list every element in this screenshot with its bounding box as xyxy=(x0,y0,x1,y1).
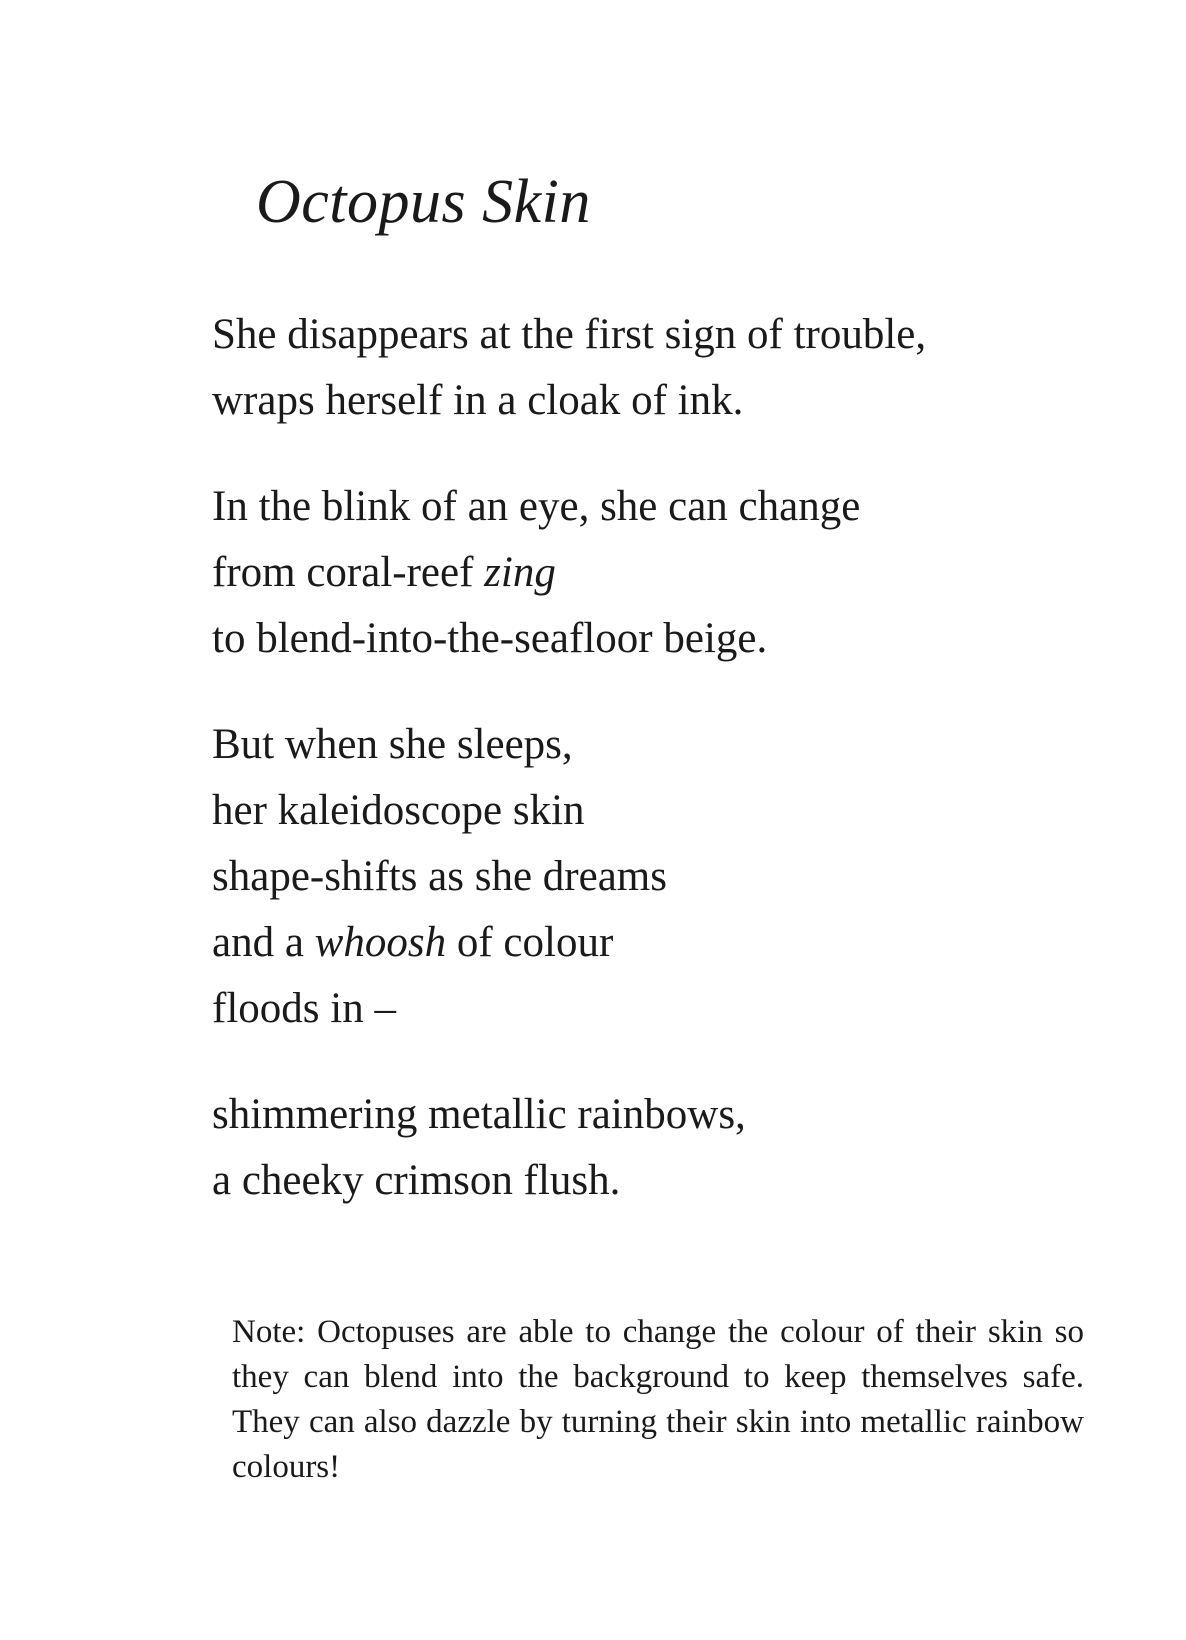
poem-title: Octopus Skin xyxy=(256,168,591,236)
poem-line: wraps herself in a cloak of ink. xyxy=(212,377,744,424)
poem-line: floods in – xyxy=(212,985,396,1032)
italic-word: zing xyxy=(484,549,556,596)
poem-line: She disappears at the first sign of trouble, xyxy=(212,311,927,358)
stanza-2 xyxy=(212,474,1112,672)
stanza-3 xyxy=(212,712,1112,1042)
poem-line: a cheeky crimson flush. xyxy=(212,1157,621,1204)
poem-line: shimmering metallic rainbows, xyxy=(212,1091,746,1138)
line-text: from coral-reef xyxy=(212,549,485,596)
line-text: and a xyxy=(212,919,315,966)
italic-word: whoosh xyxy=(314,919,447,966)
poem-line: to blend-into-the-seafloor beige. xyxy=(212,615,768,662)
poem-line xyxy=(212,910,1112,976)
poem-line: shape-shifts as she dreams xyxy=(212,853,667,900)
stanza-4 xyxy=(212,1082,1112,1214)
footnote: Note: Octopuses are able to change the colour of their skin so they can blend into the background to keep themselves safe. They can also dazzle by turning their skin into metallic rainbow colours! xyxy=(232,1314,1084,1485)
line-text: of colour xyxy=(446,919,614,966)
stanza-1 xyxy=(212,302,1112,434)
poem-body xyxy=(212,302,1112,1254)
poem-line: But when she sleeps, xyxy=(212,721,573,768)
poem-line xyxy=(212,540,1112,606)
poem-line: her kaleidoscope skin xyxy=(212,787,585,834)
poem-line: In the blink of an eye, she can change xyxy=(212,483,861,530)
